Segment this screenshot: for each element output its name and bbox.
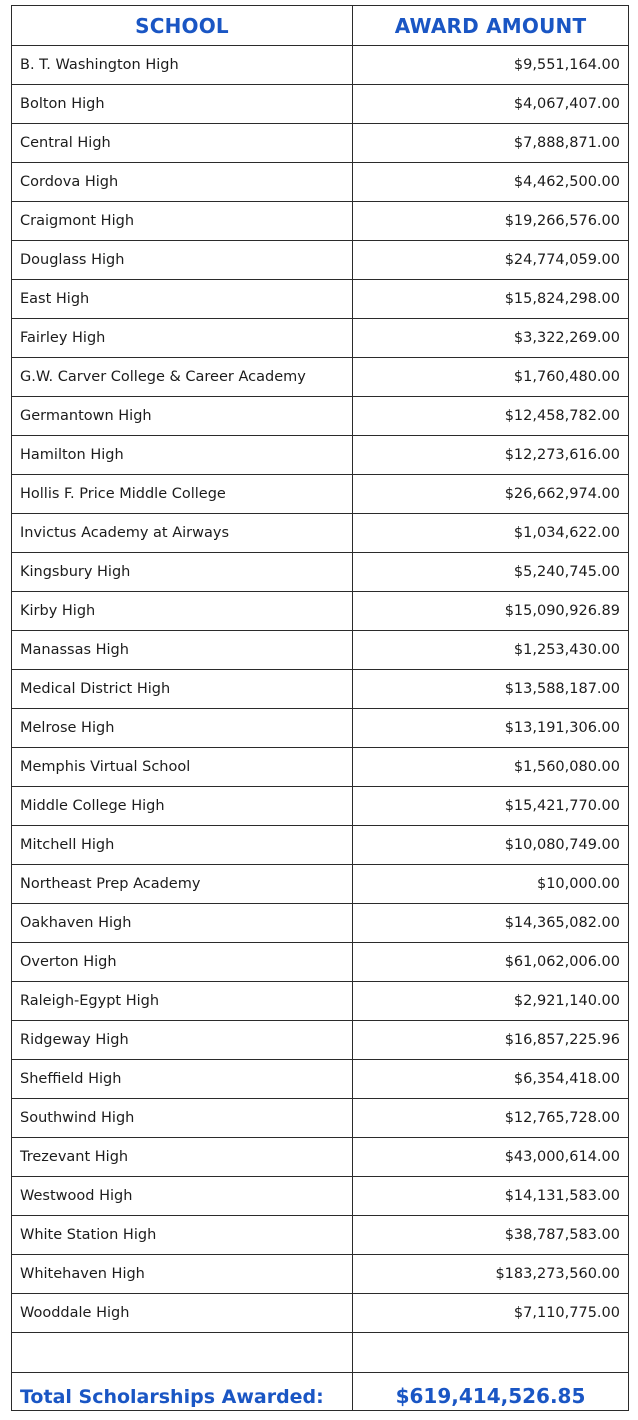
award-amount-cell: $19,266,576.00 [353,202,629,241]
school-name-cell: Southwind High [12,1099,353,1138]
award-amount-cell: $38,787,583.00 [353,1216,629,1255]
school-name-cell: Kirby High [12,592,353,631]
school-name-cell: Kingsbury High [12,553,353,592]
table-row [12,592,629,631]
school-name-cell: Raleigh-Egypt High [12,982,353,1021]
school-name-cell: Trezevant High [12,1138,353,1177]
table-row [12,748,629,787]
table-row [12,475,629,514]
table-row [12,241,629,280]
award-amount-cell: $7,110,775.00 [353,1294,629,1333]
award-amount-cell: $13,588,187.00 [353,670,629,709]
table-row [12,163,629,202]
award-amount-cell: $61,062,006.00 [353,943,629,982]
school-name-cell: Craigmont High [12,202,353,241]
school-name-cell: Germantown High [12,397,353,436]
school-name-cell: Bolton High [12,85,353,124]
school-name-cell: Central High [12,124,353,163]
school-name-cell: Overton High [12,943,353,982]
award-amount-cell: $15,421,770.00 [353,787,629,826]
school-name-cell: Oakhaven High [12,904,353,943]
table-row [12,436,629,475]
award-amount-cell: $5,240,745.00 [353,553,629,592]
award-amount-cell: $4,067,407.00 [353,85,629,124]
award-amount-cell: $10,080,749.00 [353,826,629,865]
award-amount-cell: $15,090,926.89 [353,592,629,631]
table-row [12,397,629,436]
table-row [12,124,629,163]
school-name-cell: Hollis F. Price Middle College [12,475,353,514]
table-row [12,1294,629,1333]
school-name-cell: Whitehaven High [12,1255,353,1294]
award-amount-cell: $183,273,560.00 [353,1255,629,1294]
award-amount-cell: $13,191,306.00 [353,709,629,748]
table-row [12,1177,629,1216]
school-name-cell: Sheffield High [12,1060,353,1099]
award-amount-cell: $43,000,614.00 [353,1138,629,1177]
school-name-cell: G.W. Carver College & Career Academy [12,358,353,397]
school-name-cell: Manassas High [12,631,353,670]
blank-cell-amount [353,1333,629,1373]
school-name-cell: Middle College High [12,787,353,826]
table-row [12,553,629,592]
school-name-cell: Memphis Virtual School [12,748,353,787]
school-name-cell: Mitchell High [12,826,353,865]
school-name-cell: B. T. Washington High [12,46,353,85]
table-header-row [12,6,629,46]
award-amount-cell: $12,273,616.00 [353,436,629,475]
table-row [12,202,629,241]
total-value: $619,414,526.85 [353,1373,629,1411]
award-amount-cell: $24,774,059.00 [353,241,629,280]
award-amount-cell: $1,560,080.00 [353,748,629,787]
school-name-cell: Ridgeway High [12,1021,353,1060]
award-amount-cell: $26,662,974.00 [353,475,629,514]
table-row [12,709,629,748]
award-amount-column-header: AWARD AMOUNT [353,6,629,46]
award-amount-cell: $14,365,082.00 [353,904,629,943]
school-name-cell: Northeast Prep Academy [12,865,353,904]
table-row [12,319,629,358]
blank-cell-school [12,1333,353,1373]
school-name-cell: Melrose High [12,709,353,748]
school-name-cell: Hamilton High [12,436,353,475]
table-row [12,1138,629,1177]
award-amount-cell: $6,354,418.00 [353,1060,629,1099]
table-row [12,787,629,826]
table-row [12,514,629,553]
blank-row [12,1333,629,1373]
award-amount-cell: $9,551,164.00 [353,46,629,85]
award-amount-cell: $12,765,728.00 [353,1099,629,1138]
school-name-cell: Westwood High [12,1177,353,1216]
award-amount-cell: $2,921,140.00 [353,982,629,1021]
total-label: Total Scholarships Awarded: [12,1373,353,1411]
award-amount-cell: $12,458,782.00 [353,397,629,436]
table-row [12,982,629,1021]
award-amount-cell: $7,888,871.00 [353,124,629,163]
table-row [12,826,629,865]
table-body [12,46,629,1333]
award-amount-cell: $15,824,298.00 [353,280,629,319]
school-name-cell: White Station High [12,1216,353,1255]
table-row [12,1255,629,1294]
award-amount-cell: $16,857,225.96 [353,1021,629,1060]
table-row [12,46,629,85]
award-amount-cell: $14,131,583.00 [353,1177,629,1216]
school-name-cell: Invictus Academy at Airways [12,514,353,553]
award-amount-cell: $1,760,480.00 [353,358,629,397]
award-amount-cell: $4,462,500.00 [353,163,629,202]
scholarship-awards-table [11,5,629,1411]
table-row [12,358,629,397]
school-name-cell: Medical District High [12,670,353,709]
table-row [12,85,629,124]
table-row [12,280,629,319]
school-name-cell: Wooddale High [12,1294,353,1333]
school-name-cell: Fairley High [12,319,353,358]
table-row [12,670,629,709]
table-row [12,943,629,982]
table-row [12,865,629,904]
school-name-cell: Cordova High [12,163,353,202]
award-amount-cell: $1,253,430.00 [353,631,629,670]
table-row [12,1099,629,1138]
school-name-cell: East High [12,280,353,319]
award-amount-cell: $10,000.00 [353,865,629,904]
table-row [12,904,629,943]
table-row [12,1060,629,1099]
table-row [12,1216,629,1255]
table-row [12,1021,629,1060]
school-column-header: SCHOOL [12,6,353,46]
table-row [12,631,629,670]
school-name-cell: Douglass High [12,241,353,280]
total-row [12,1373,629,1411]
award-amount-cell: $1,034,622.00 [353,514,629,553]
award-amount-cell: $3,322,269.00 [353,319,629,358]
